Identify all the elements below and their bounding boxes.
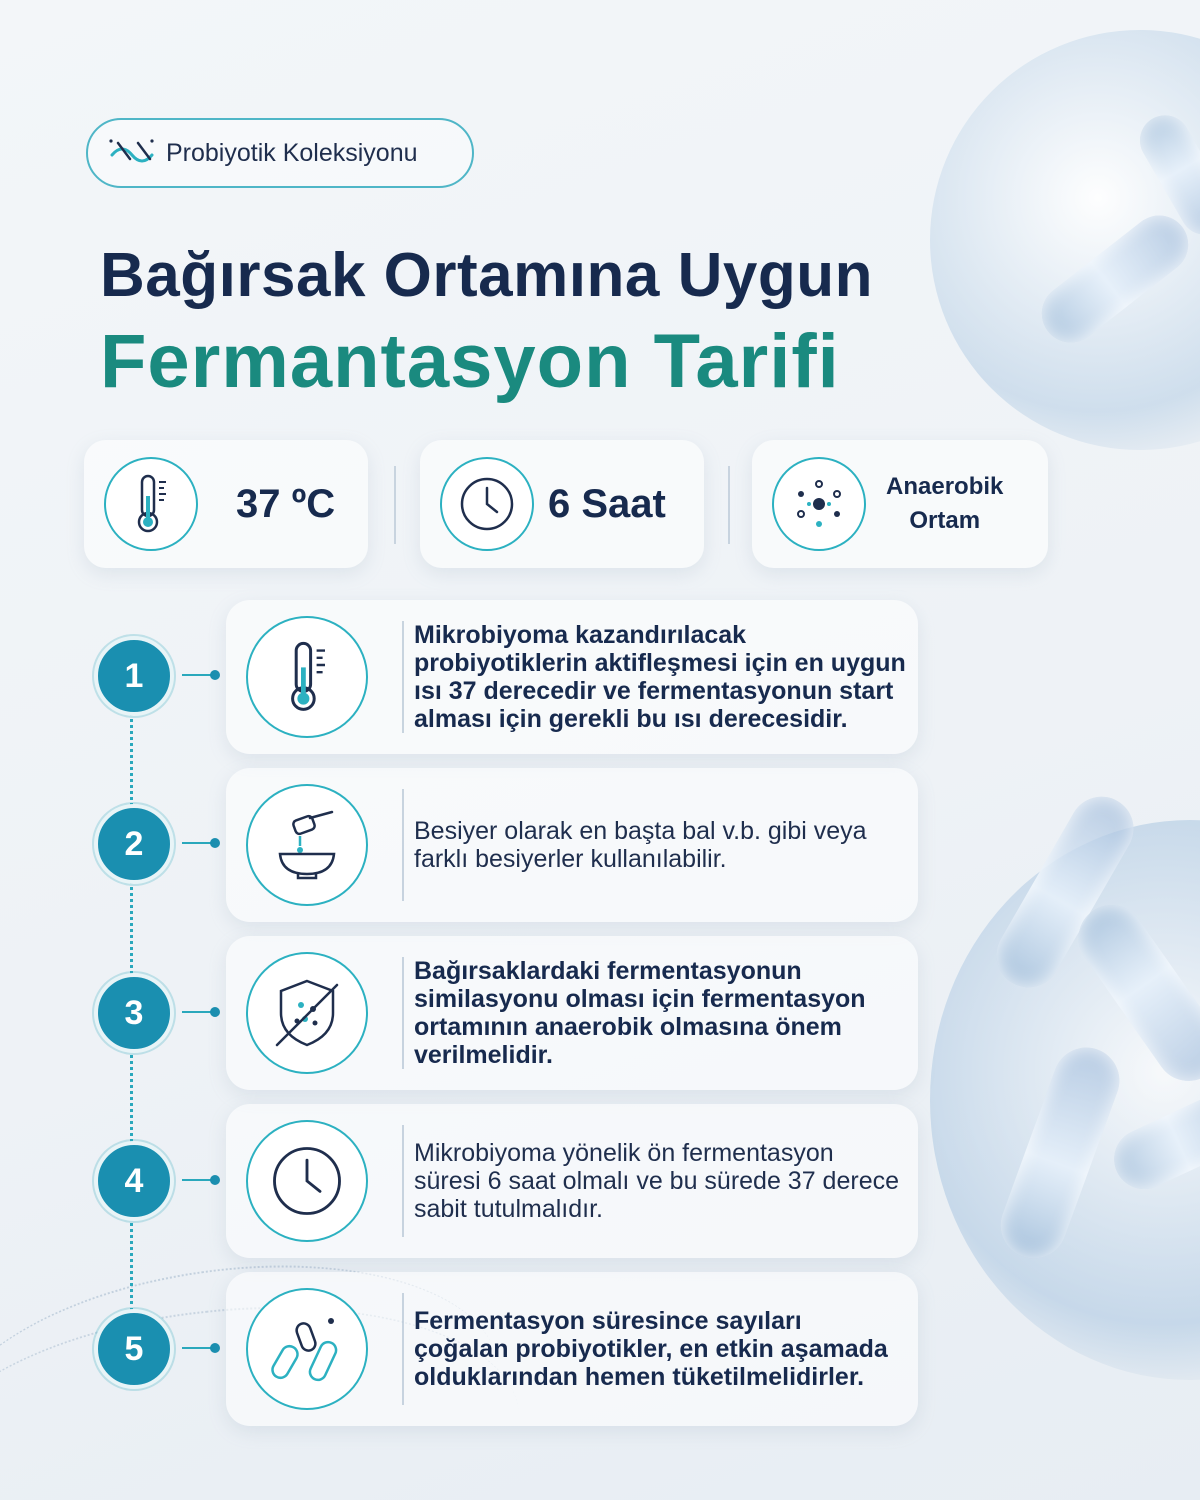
bacteria-pill — [991, 1038, 1128, 1267]
probiotic-capsules-icon — [246, 1288, 368, 1410]
step-card — [226, 936, 918, 1090]
step-number: 3 — [94, 973, 174, 1053]
step-connector — [182, 1179, 216, 1181]
card-divider — [402, 621, 404, 733]
clock-icon — [440, 457, 534, 551]
brand-badge — [86, 118, 474, 188]
bacteria-pill — [1104, 1081, 1200, 1199]
step-connector — [182, 842, 216, 844]
stat-environment-line2: Ortam — [909, 507, 981, 534]
thermometer-icon — [104, 457, 198, 551]
step-text: Bağırsaklardaki fermentasyonun similasyonu olması için fermentasyon ortamının anaerobik olmasına önem verilmelidir. — [414, 957, 866, 1069]
card-divider — [402, 957, 404, 1069]
bubble-top-right — [930, 30, 1200, 450]
page-title: Bağırsak Ortamına Uygun — [100, 241, 873, 310]
step-connector — [182, 674, 216, 676]
step-number: 4 — [94, 1141, 174, 1221]
card-divider — [402, 789, 404, 901]
page-subtitle: Fermantasyon Tarifi — [100, 319, 840, 404]
stat-temperature — [84, 440, 368, 568]
stat-duration-value: 6 Saat — [548, 481, 666, 526]
step-card — [226, 1272, 918, 1426]
bacteria-pill — [1030, 204, 1200, 354]
brand-label: Probiyotik Koleksiyonu — [166, 138, 418, 167]
step-text: Mikrobiyoma yönelik ön fermentasyon süresi 6 saat olmalı ve bu sürede 37 derece sabit tutulmalıdır. — [414, 1139, 899, 1223]
honey-bowl-icon — [246, 784, 368, 906]
bacteria-pill — [1131, 106, 1200, 244]
stat-divider — [728, 466, 730, 544]
step-text: Mikrobiyoma kazandırılacak probiyotiklerin aktifleşmesi için en uygun ısı 37 derecedir ve fermentasyonun start alması için gerekli bu ısı derecesidir. — [414, 621, 906, 733]
step-text: Besiyer olarak en başta bal v.b. gibi veya farklı besiyerler kullanılabilir. — [414, 817, 867, 873]
stat-temperature-value: 37 ºC — [236, 481, 336, 526]
step-connector — [182, 1011, 216, 1013]
stat-duration — [420, 440, 704, 568]
step-card — [226, 768, 918, 922]
card-divider — [402, 1293, 404, 1405]
molecules-icon — [772, 457, 866, 551]
step-connector — [182, 1347, 216, 1349]
stat-environment — [752, 440, 1048, 568]
bacteria-logo-icon — [108, 135, 156, 172]
bacteria-pill — [1066, 892, 1200, 1094]
step-number: 2 — [94, 804, 174, 884]
stat-divider — [394, 466, 396, 544]
step-card — [226, 600, 918, 754]
step-number: 1 — [94, 636, 174, 716]
stat-environment-line1: Anaerobik — [886, 473, 1004, 500]
shield-bacteria-icon — [246, 952, 368, 1074]
bacteria-pill — [985, 785, 1145, 999]
clock-icon — [246, 1120, 368, 1242]
thermometer-icon — [246, 616, 368, 738]
step-card — [226, 1104, 918, 1258]
step-text: Fermentasyon süresince sayıları çoğalan probiyotikler, en etkin aşamada olduklarından hemen tüketilmelidirler. — [414, 1307, 888, 1391]
step-number: 5 — [94, 1309, 174, 1389]
stat-environment-value — [886, 470, 1003, 538]
card-divider — [402, 1125, 404, 1237]
bubble-bottom-right — [930, 820, 1200, 1380]
